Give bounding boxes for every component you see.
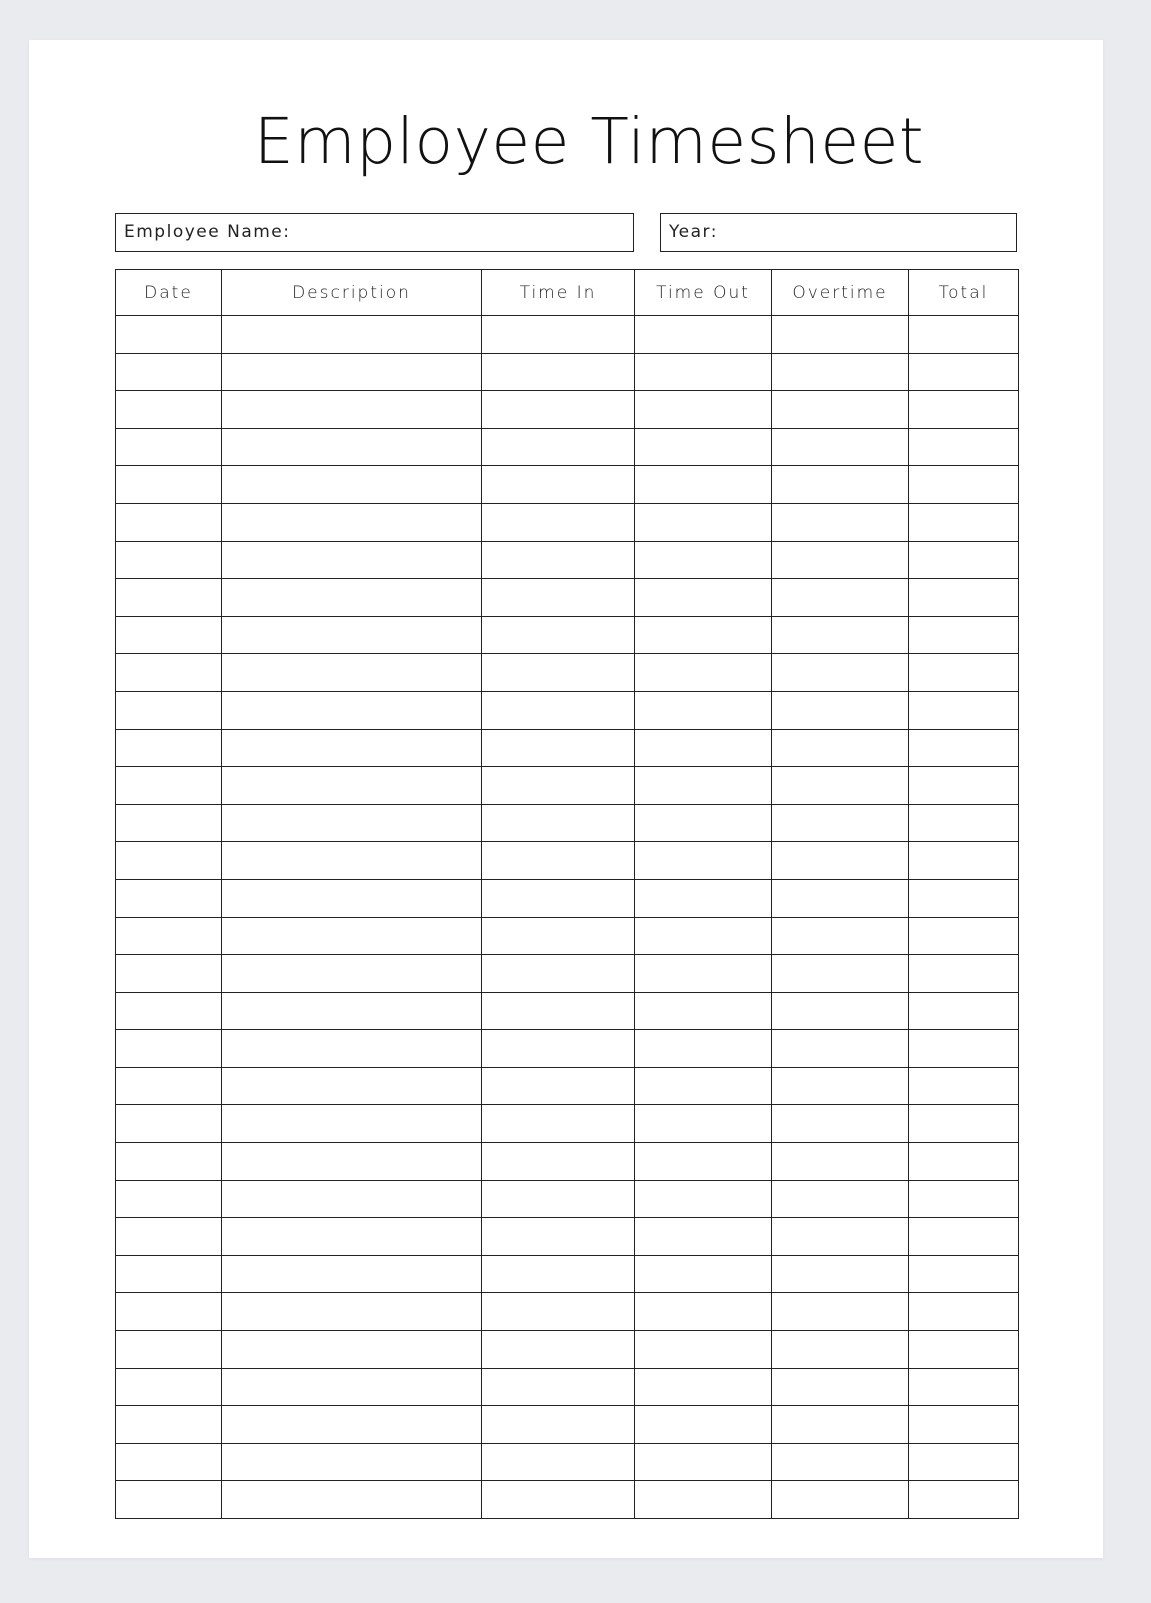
timesheet-page [29,40,1103,1558]
overtime-cell[interactable] [772,842,909,880]
total-cell[interactable] [909,879,1019,917]
table-row [116,391,1019,429]
time-in-cell[interactable] [482,391,635,429]
overtime-cell[interactable] [772,1030,909,1068]
table-row [116,616,1019,654]
column-header-overtime: Overtime [772,270,909,316]
table-row [116,579,1019,617]
time-in-cell[interactable] [482,917,635,955]
date-cell[interactable] [116,1293,222,1331]
date-cell[interactable] [116,541,222,579]
date-cell[interactable] [116,579,222,617]
table-row [116,503,1019,541]
time-in-cell[interactable] [482,992,635,1030]
time-out-cell[interactable] [635,579,772,617]
date-cell[interactable] [116,1406,222,1444]
date-cell[interactable] [116,1067,222,1105]
total-cell[interactable] [909,1481,1019,1519]
time-in-cell[interactable] [482,1443,635,1481]
total-cell[interactable] [909,391,1019,429]
date-cell[interactable] [116,503,222,541]
overtime-cell[interactable] [772,955,909,993]
time-out-cell[interactable] [635,391,772,429]
description-cell[interactable] [222,1331,482,1369]
total-cell[interactable] [909,729,1019,767]
table-row [116,428,1019,466]
time-in-cell[interactable] [482,1255,635,1293]
description-cell[interactable] [222,1368,482,1406]
table-row [116,1481,1019,1519]
date-cell[interactable] [116,1143,222,1181]
overtime-cell[interactable] [772,879,909,917]
description-cell[interactable] [222,955,482,993]
description-cell[interactable] [222,917,482,955]
table-body [116,316,1019,1519]
time-in-cell[interactable] [482,428,635,466]
total-cell[interactable] [909,466,1019,504]
time-in-cell[interactable] [482,503,635,541]
time-in-cell[interactable] [482,804,635,842]
description-cell[interactable] [222,1180,482,1218]
date-cell[interactable] [116,1368,222,1406]
time-in-cell[interactable] [482,767,635,805]
overtime-cell[interactable] [772,503,909,541]
overtime-cell[interactable] [772,466,909,504]
total-cell[interactable] [909,992,1019,1030]
time-out-cell[interactable] [635,503,772,541]
column-header-time-in: Time In [482,270,635,316]
total-cell[interactable] [909,1180,1019,1218]
description-cell[interactable] [222,616,482,654]
table-row [116,1368,1019,1406]
date-cell[interactable] [116,729,222,767]
overtime-cell[interactable] [772,1368,909,1406]
total-cell[interactable] [909,541,1019,579]
time-in-cell[interactable] [482,1180,635,1218]
total-cell[interactable] [909,1406,1019,1444]
table-row [116,804,1019,842]
column-header-date: Date [116,270,222,316]
overtime-cell[interactable] [772,353,909,391]
date-cell[interactable] [116,804,222,842]
table-row [116,316,1019,354]
time-out-cell[interactable] [635,353,772,391]
table-row [116,729,1019,767]
time-out-cell[interactable] [635,316,772,354]
description-cell[interactable] [222,391,482,429]
date-cell[interactable] [116,428,222,466]
total-cell[interactable] [909,1293,1019,1331]
time-out-cell[interactable] [635,1406,772,1444]
time-out-cell[interactable] [635,992,772,1030]
time-out-cell[interactable] [635,1180,772,1218]
description-cell[interactable] [222,1105,482,1143]
date-cell[interactable] [116,353,222,391]
table-row [116,1030,1019,1068]
description-cell[interactable] [222,1143,482,1181]
description-cell[interactable] [222,466,482,504]
time-out-cell[interactable] [635,466,772,504]
table-row [116,691,1019,729]
table-row [116,1331,1019,1369]
description-cell[interactable] [222,503,482,541]
time-in-cell[interactable] [482,353,635,391]
total-cell[interactable] [909,503,1019,541]
description-cell[interactable] [222,842,482,880]
column-header-description: Description [222,270,482,316]
description-cell[interactable] [222,1255,482,1293]
date-cell[interactable] [116,1030,222,1068]
overtime-cell[interactable] [772,1180,909,1218]
time-out-cell[interactable] [635,804,772,842]
page-title: Employee Timesheet [253,105,925,178]
date-cell[interactable] [116,767,222,805]
table-row [116,466,1019,504]
time-out-cell[interactable] [635,1368,772,1406]
overtime-cell[interactable] [772,767,909,805]
total-cell[interactable] [909,1067,1019,1105]
time-out-cell[interactable] [635,1067,772,1105]
date-cell[interactable] [116,879,222,917]
description-cell[interactable] [222,691,482,729]
description-cell[interactable] [222,428,482,466]
table-row [116,992,1019,1030]
time-in-cell[interactable] [482,1143,635,1181]
year-field[interactable] [660,213,1017,252]
date-cell[interactable] [116,616,222,654]
total-cell[interactable] [909,691,1019,729]
time-out-cell[interactable] [635,879,772,917]
table-row [116,1255,1019,1293]
description-cell[interactable] [222,804,482,842]
time-in-cell[interactable] [482,541,635,579]
total-cell[interactable] [909,316,1019,354]
overtime-cell[interactable] [772,616,909,654]
table-row [116,1443,1019,1481]
date-cell[interactable] [116,1443,222,1481]
time-out-cell[interactable] [635,1255,772,1293]
date-cell[interactable] [116,691,222,729]
total-cell[interactable] [909,1105,1019,1143]
total-cell[interactable] [909,804,1019,842]
time-out-cell[interactable] [635,955,772,993]
overtime-cell[interactable] [772,316,909,354]
table-row [116,917,1019,955]
time-out-cell[interactable] [635,616,772,654]
description-cell[interactable] [222,1067,482,1105]
overtime-cell[interactable] [772,1067,909,1105]
year-label: Year: [669,222,718,242]
table-row [116,955,1019,993]
table-row [116,353,1019,391]
overtime-cell[interactable] [772,1443,909,1481]
time-out-cell[interactable] [635,654,772,692]
time-out-cell[interactable] [635,1030,772,1068]
total-cell[interactable] [909,1218,1019,1256]
date-cell[interactable] [116,955,222,993]
overtime-cell[interactable] [772,1255,909,1293]
total-cell[interactable] [909,1143,1019,1181]
description-cell[interactable] [222,316,482,354]
time-in-cell[interactable] [482,729,635,767]
time-in-cell[interactable] [482,1293,635,1331]
time-out-cell[interactable] [635,767,772,805]
total-cell[interactable] [909,1331,1019,1369]
time-out-cell[interactable] [635,729,772,767]
employee-name-label: Employee Name: [124,222,291,242]
time-in-cell[interactable] [482,616,635,654]
overtime-cell[interactable] [772,654,909,692]
description-cell[interactable] [222,353,482,391]
description-cell[interactable] [222,1218,482,1256]
overtime-cell[interactable] [772,1293,909,1331]
total-cell[interactable] [909,1368,1019,1406]
description-cell[interactable] [222,1481,482,1519]
total-cell[interactable] [909,1255,1019,1293]
date-cell[interactable] [116,316,222,354]
table-row [116,1180,1019,1218]
total-cell[interactable] [909,767,1019,805]
overtime-cell[interactable] [772,1218,909,1256]
total-cell[interactable] [909,1443,1019,1481]
table-row [116,1143,1019,1181]
date-cell[interactable] [116,1481,222,1519]
description-cell[interactable] [222,1406,482,1444]
time-in-cell[interactable] [482,1406,635,1444]
time-out-cell[interactable] [635,1105,772,1143]
overtime-cell[interactable] [772,691,909,729]
overtime-cell[interactable] [772,1331,909,1369]
date-cell[interactable] [116,391,222,429]
table-row [116,541,1019,579]
table-row [116,1293,1019,1331]
overtime-cell[interactable] [772,1481,909,1519]
time-in-cell[interactable] [482,1218,635,1256]
time-in-cell[interactable] [482,955,635,993]
total-cell[interactable] [909,428,1019,466]
time-out-cell[interactable] [635,842,772,880]
date-cell[interactable] [116,917,222,955]
time-out-cell[interactable] [635,541,772,579]
total-cell[interactable] [909,654,1019,692]
total-cell[interactable] [909,955,1019,993]
table-row [116,879,1019,917]
employee-name-field[interactable] [115,213,634,252]
total-cell[interactable] [909,917,1019,955]
description-cell[interactable] [222,1030,482,1068]
overtime-cell[interactable] [772,391,909,429]
description-cell[interactable] [222,579,482,617]
time-in-cell[interactable] [482,1331,635,1369]
description-cell[interactable] [222,1293,482,1331]
total-cell[interactable] [909,579,1019,617]
time-out-cell[interactable] [635,1293,772,1331]
time-out-cell[interactable] [635,1443,772,1481]
time-in-cell[interactable] [482,1481,635,1519]
overtime-cell[interactable] [772,729,909,767]
column-header-time-out: Time Out [635,270,772,316]
overtime-cell[interactable] [772,917,909,955]
total-cell[interactable] [909,616,1019,654]
time-in-cell[interactable] [482,1067,635,1105]
description-cell[interactable] [222,1443,482,1481]
overtime-cell[interactable] [772,1105,909,1143]
table-row [116,654,1019,692]
overtime-cell[interactable] [772,579,909,617]
date-cell[interactable] [116,1180,222,1218]
total-cell[interactable] [909,353,1019,391]
table-header-row [116,270,1019,316]
date-cell[interactable] [116,1331,222,1369]
column-header-total: Total [909,270,1019,316]
time-out-cell[interactable] [635,1331,772,1369]
time-out-cell[interactable] [635,1218,772,1256]
date-cell[interactable] [116,1255,222,1293]
total-cell[interactable] [909,1030,1019,1068]
time-out-cell[interactable] [635,1143,772,1181]
date-cell[interactable] [116,654,222,692]
time-out-cell[interactable] [635,428,772,466]
time-in-cell[interactable] [482,879,635,917]
description-cell[interactable] [222,541,482,579]
overtime-cell[interactable] [772,1143,909,1181]
time-in-cell[interactable] [482,654,635,692]
time-in-cell[interactable] [482,691,635,729]
description-cell[interactable] [222,992,482,1030]
date-cell[interactable] [116,1105,222,1143]
date-cell[interactable] [116,842,222,880]
time-in-cell[interactable] [482,842,635,880]
overtime-cell[interactable] [772,992,909,1030]
table-row [116,1218,1019,1256]
time-out-cell[interactable] [635,1481,772,1519]
time-in-cell[interactable] [482,466,635,504]
description-cell[interactable] [222,767,482,805]
date-cell[interactable] [116,466,222,504]
table-row [116,767,1019,805]
time-in-cell[interactable] [482,579,635,617]
time-in-cell[interactable] [482,1368,635,1406]
description-cell[interactable] [222,654,482,692]
table-row [116,1067,1019,1105]
time-in-cell[interactable] [482,1030,635,1068]
overtime-cell[interactable] [772,428,909,466]
overtime-cell[interactable] [772,541,909,579]
date-cell[interactable] [116,992,222,1030]
table-row [116,842,1019,880]
overtime-cell[interactable] [772,1406,909,1444]
description-cell[interactable] [222,879,482,917]
table-row [116,1105,1019,1143]
description-cell[interactable] [222,729,482,767]
table-row [116,1406,1019,1444]
timesheet-table [115,269,1019,1519]
time-in-cell[interactable] [482,316,635,354]
overtime-cell[interactable] [772,804,909,842]
time-out-cell[interactable] [635,691,772,729]
date-cell[interactable] [116,1218,222,1256]
total-cell[interactable] [909,842,1019,880]
time-out-cell[interactable] [635,917,772,955]
time-in-cell[interactable] [482,1105,635,1143]
